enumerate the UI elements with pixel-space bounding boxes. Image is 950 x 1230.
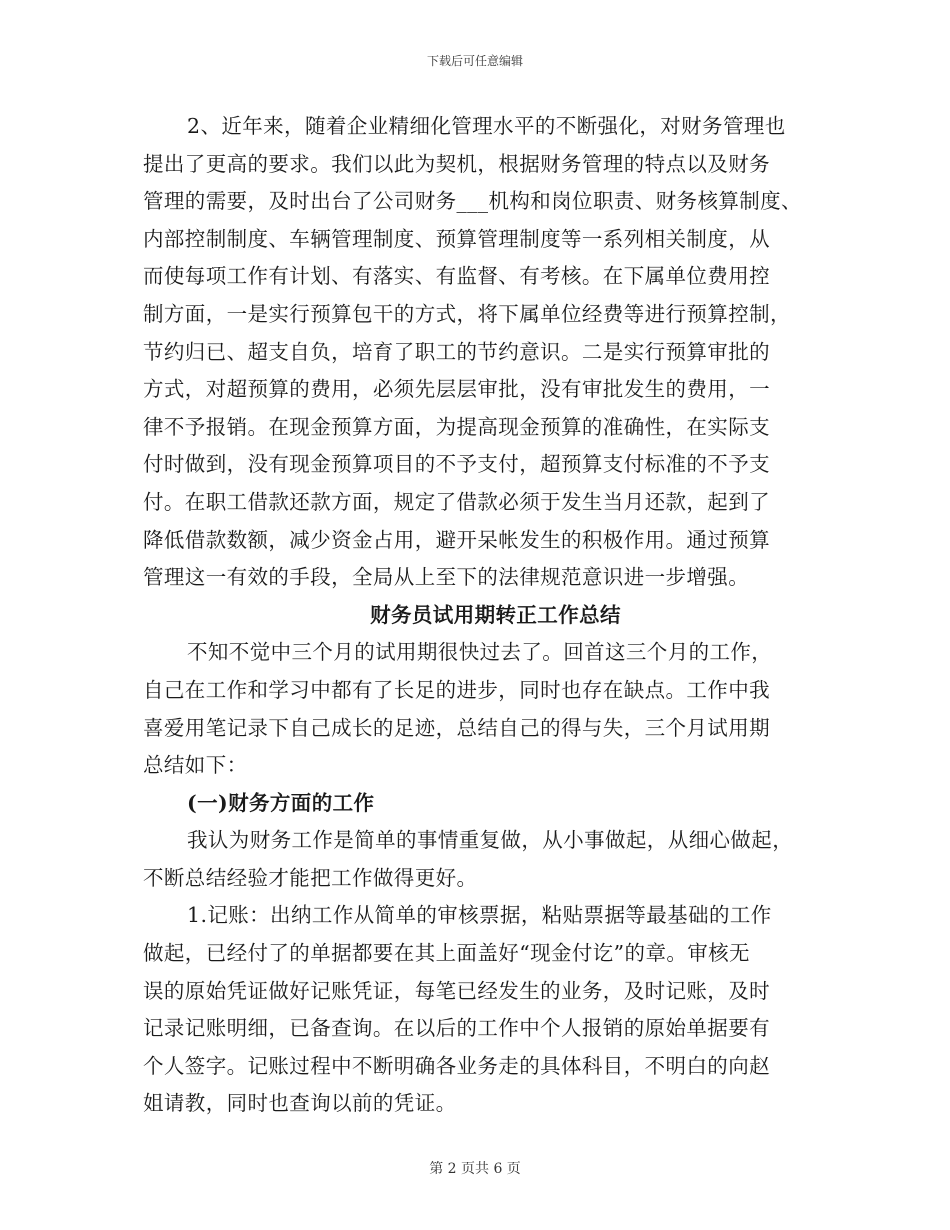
paragraph-line: 节约归已、超支自负，培育了职工的节约意识。二是实行预算审批的: [143, 339, 770, 364]
paragraph-line: 姐请教，同时也查询以前的凭证。: [143, 1091, 457, 1116]
paragraph-line: 付时做到，没有现金预算项目的不予支付，超预算支付标准的不予支: [143, 452, 770, 477]
paragraph-line: 方式，对超预算的费用，必须先层层审批，没有审批发生的费用，一: [143, 377, 770, 402]
paragraph-line: 提出了更高的要求。我们以此为契机，根据财务管理的特点以及财务: [143, 151, 770, 176]
paragraph-line: 内部控制制度、车辆管理制度、预算管理制度等一系列相关制度，从: [143, 226, 770, 251]
paragraph-line: 管理的需要，及时出台了公司财务___机构和岗位职责、财务核算制度、: [143, 189, 802, 214]
paragraph-line: 降低借款数额，减少资金占用，避开呆帐发生的积极作用。通过预算: [143, 527, 770, 552]
paragraph-line: 制方面，一是实行预算包干的方式，将下属单位经费等进行预算控制，: [143, 301, 791, 326]
paragraph-line: 不知不觉中三个月的试用期很快过去了。回首这三个月的工作，: [187, 640, 773, 665]
paragraph-line: 付。在职工借款还款方面，规定了借款必须于发生当月还款，起到了: [143, 489, 770, 514]
document-body: [143, 108, 808, 1123]
paragraph-line: 自己在工作和学习中都有了长足的进步，同时也存在缺点。工作中我: [143, 677, 770, 702]
paragraph-line: 而使每项工作有计划、有落实、有监督、有考核。在下属单位费用控: [143, 264, 770, 289]
paragraph-line: 不断总结经验才能把工作做得更好。: [143, 865, 478, 890]
paragraph-line: 管理这一有效的手段，全局从上至下的法律规范意识进一步增强。: [143, 565, 750, 590]
document-title: 财务员试用期转正工作总结: [370, 602, 621, 627]
paragraph-line: 我认为财务工作是简单的事情重复做，从小事做起，从细心做起，: [187, 828, 794, 853]
section-heading: (一)财务方面的工作: [187, 790, 375, 815]
paragraph-line: 做起，已经付了的单据都要在其上面盖好“现金付讫”的章。审核无: [143, 941, 750, 966]
page-footer: 第 2 页共 6 页: [429, 1161, 521, 1177]
paragraph-line: 律不予报销。在现金预算方面，为提高现金预算的准确性，在实际支: [143, 414, 770, 439]
paragraph-line: 1.记账：出纳工作从简单的审核票据，粘贴票据等最基础的工作: [187, 903, 772, 928]
paragraph-line: 喜爱用笔记录下自己成长的足迹，总结自己的得与失，三个月试用期: [143, 715, 770, 740]
paragraph-line: 总结如下：: [143, 753, 248, 778]
page-header: 下载后可任意编辑: [426, 54, 523, 68]
paragraph-line: 记录记账明细，已备查询。在以后的工作中个人报销的原始单据要有: [143, 1016, 770, 1041]
paragraph-line: 个人签字。记账过程中不断明确各业务走的具体科目，不明白的向赵: [143, 1053, 770, 1078]
paragraph-line: 误的原始凭证做好记账凭证，每笔已经发生的业务，及时记账，及时: [143, 978, 770, 1003]
paragraph-line: 2、近年来，随着企业精细化管理水平的不断强化，对财务管理也: [187, 114, 786, 138]
